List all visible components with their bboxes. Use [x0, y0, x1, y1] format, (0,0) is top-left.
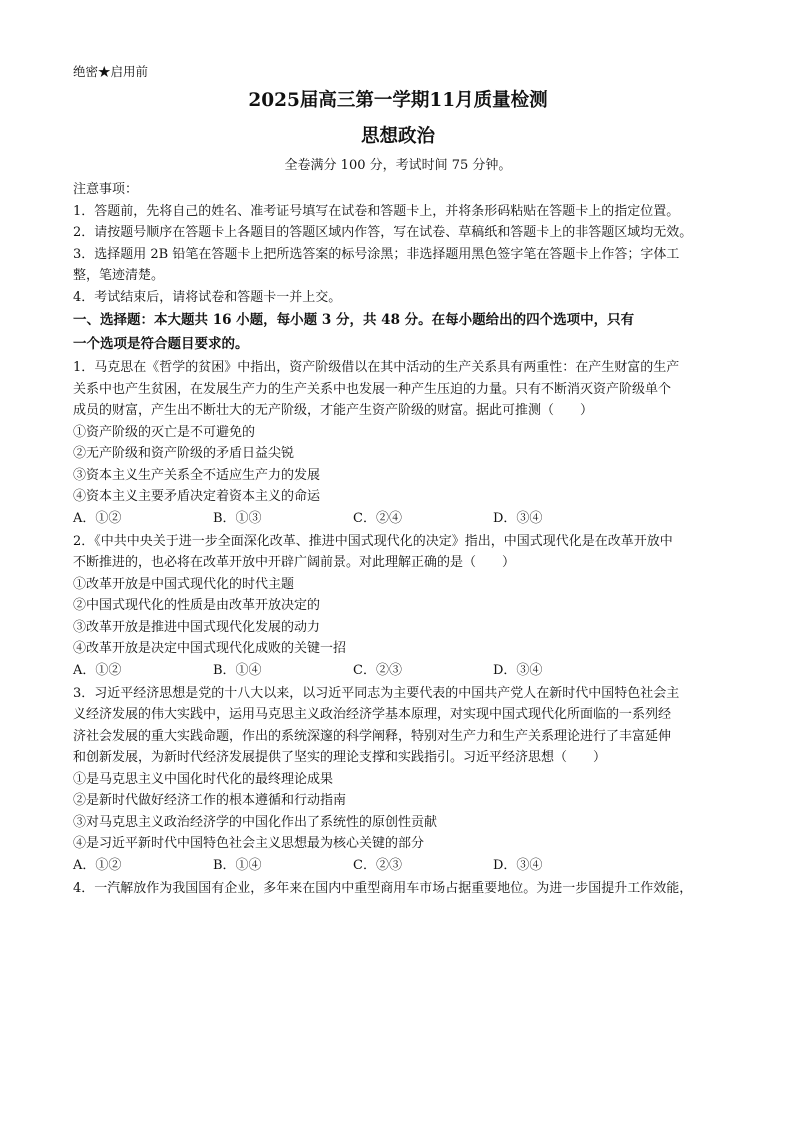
option-c: C．②③: [353, 662, 402, 678]
statement: ②中国式现代化的性质是由改革开放决定的: [73, 598, 321, 613]
exam-info: 全卷满分 100 分，考试时间 75 分钟。: [284, 158, 512, 173]
question-stem: 不断推进的，也必将在改革开放中开辟广阔前景。对此理解正确的是（ ）: [73, 555, 516, 570]
exam-title: 2025届高三第一学期11月质量检测: [248, 90, 548, 111]
question-1: [73, 358, 723, 531]
section-heading-cont: 一个选项是符合题目要求的。: [73, 336, 249, 352]
option-d: D．③④: [493, 510, 543, 526]
question-stem: 济社会发展的重大实践命题，作出的系统深邃的科学阐释，特别对生产力和生产关系理论进行了丰富延伸: [73, 728, 672, 744]
note-item: 4．考试结束后，请将试卷和答题卡一并上交。: [73, 289, 342, 305]
question-2: [73, 532, 723, 683]
statement: ②是新时代做好经济工作的根本遵循和行动指南: [73, 793, 347, 808]
option-c: C．②③: [353, 857, 402, 873]
answer-options: [73, 661, 723, 683]
question-stem: 2．《中共中央关于进一步全面深化改革、推进中国式现代化的决定》指出，中国式现代化是在改革开放中: [73, 533, 673, 549]
statement: ④资本主义主要矛盾决定着资本主义的命运: [73, 489, 321, 504]
statement: ①是马克思主义中国化时代化的最终理论成果: [73, 771, 334, 787]
statement: ③改革开放是推进中国式现代化发展的动力: [73, 619, 321, 635]
statement: ④改革开放是决定中国式现代化成败的关键一招: [73, 641, 347, 656]
section-heading: 一、选择题：本大题共 16 小题，每小题 3 分，共 48 分。在每小题给出的四个选项中，只有: [73, 312, 635, 328]
option-a: A．①②: [73, 510, 122, 526]
option-b: B．①③: [213, 510, 262, 526]
statement: ①改革开放是中国式现代化的时代主题: [73, 576, 295, 592]
answer-options: [73, 856, 723, 878]
note-item: 3．选择题用 2B 铅笔在答题卡上把所选答案的标号涂黑；非选择题用黑色签字笔在答题卡上作答；字体工: [73, 246, 680, 262]
option-d: D．③④: [493, 857, 543, 873]
subject-title: 思想政治: [360, 126, 435, 147]
option-a: A．①②: [73, 662, 122, 678]
statement: ③对马克思主义政治经济学的中国化作出了系统性的原创性贡献: [73, 814, 438, 830]
note-item: 1．答题前，先将自己的姓名、准考证号填写在试卷和答题卡上，并将条形码粘贴在答题卡上的指定位置。: [73, 203, 680, 219]
answer-options: [73, 509, 723, 531]
question-stem: 关系中也产生贫困，在发展生产力的生产关系中也发展一种产生压迫的力量。只有不断消灭资产阶级单个: [73, 381, 672, 397]
question-stem: 义经济发展的伟大实践中，运用马克思主义政治经济学基本原理，对实现中国式现代化所面临的一系列经: [73, 707, 672, 722]
question-stem: 1．马克思在《哲学的贫困》中指出，资产阶级借以在其中活动的生产关系具有两重性：在产生财富的生产: [73, 360, 680, 375]
option-b: B．①④: [213, 662, 262, 678]
option-a: A．①②: [73, 857, 122, 873]
statement: ③资本主义生产关系全不适应生产力的发展: [73, 467, 321, 483]
question-stem: 4．一汽解放作为我国国有企业，多年来在国内中重型商用车市场占据重要地位。为进一步国提升工作效能，: [73, 880, 693, 896]
exam-page: [73, 62, 723, 900]
statement: ①资产阶级的灭亡是不可避免的: [73, 424, 256, 440]
question-stem: 和创新发展，为新时代经济发展提供了坚实的理论支撑和实践指引。习近平经济思想（ ）: [73, 750, 607, 765]
statement: ④是习近平新时代中国特色社会主义思想最为核心关键的部分: [73, 836, 425, 851]
notes-heading: 注意事项：: [73, 182, 139, 197]
statement: ②无产阶级和资产阶级的矛盾日益尖锐: [73, 446, 295, 461]
option-c: C．②④: [353, 510, 402, 526]
note-item: 2．请按题号顺序在答题卡上各题目的答题区域内作答，写在试卷、草稿纸和答题卡上的非答题区域均无效。: [73, 225, 693, 240]
option-d: D．③④: [493, 662, 543, 678]
question-stem: 成员的财富，产生出不断壮大的无产阶级，才能产生资产阶级的财富。据此可推测（ ）: [73, 403, 594, 418]
question-stem: 3．习近平经济思想是党的十八大以来，以习近平同志为主要代表的中国共产党人在新时代中国特色社会主: [73, 685, 680, 701]
question-3: [73, 684, 723, 878]
secret-label: 绝密★启用前: [73, 64, 149, 79]
note-item: 整，笔迹清楚。: [73, 268, 165, 283]
option-b: B．①④: [213, 857, 262, 873]
question-4: [73, 879, 723, 901]
